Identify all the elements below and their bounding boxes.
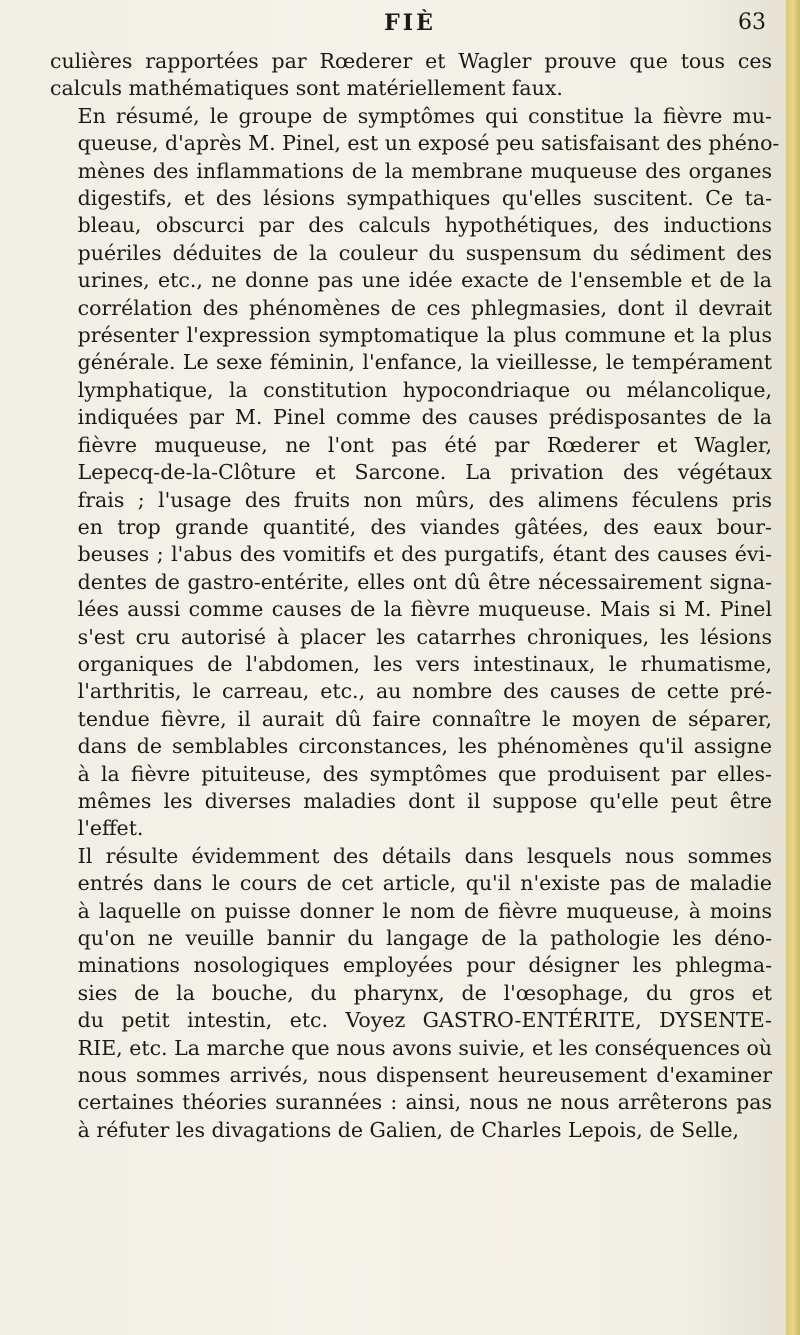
running-head: FIÈ: [384, 10, 436, 36]
paragraph: [50, 48, 772, 103]
text-line: corrélation des phénomènes de ces phlegmasies, dont il devrait: [77, 295, 772, 320]
text-line: urines, etc., ne donne pas une idée exacte de l'ensemble et de la: [77, 268, 772, 293]
text-line: certaines théories surannées : ainsi, nous ne nous arrêterons pas: [77, 1090, 772, 1115]
text-line: nous sommes arrivés, nous dispensent heureusement d'examiner: [77, 1063, 772, 1088]
text-line: digestifs, et des lésions sympathiques qu'elles suscitent. Ce ta-: [77, 186, 772, 211]
body-text: [50, 48, 780, 1144]
text-line: calculs mathématiques sont matériellement faux.: [50, 76, 563, 101]
text-line: à laquelle on puisse donner le nom de fièvre muqueuse, à moins: [77, 898, 772, 923]
text-line: dans de semblables circonstances, les phénomènes qu'il assigne: [77, 734, 772, 759]
text-line: lées aussi comme causes de la fièvre muqueuse. Mais si M. Pinel: [77, 597, 772, 622]
text-line: générale. Le sexe féminin, l'enfance, la vieillesse, le tempérament: [77, 350, 772, 375]
text-line: bleau, obscurci par des calculs hypothétiques, des inductions: [77, 213, 772, 238]
text-line: mêmes les diverses maladies dont il suppose qu'elle peut être: [77, 788, 772, 813]
text-line: entrés dans le cours de cet article, qu'il n'existe pas de maladie: [77, 871, 772, 896]
text-line: minations nosologiques employées pour désigner les phlegma-: [77, 953, 772, 978]
text-line: beuses ; l'abus des vomitifs et des purgatifs, étant des causes évi-: [77, 542, 772, 567]
page-edge-strip: [786, 0, 800, 1335]
text-line: présenter l'expression symptomatique la plus commune et la plus: [77, 323, 772, 348]
text-line: organiques de l'abdomen, les vers intestinaux, le rhumatisme,: [77, 651, 772, 676]
text-line: RIE, etc. La marche que nous avons suivie, et les conséquences où: [77, 1035, 773, 1060]
text-line: en trop grande quantité, des viandes gâtées, des eaux bour-: [77, 514, 772, 539]
text-line: l'arthritis, le carreau, etc., au nombre des causes de cette pré-: [77, 679, 772, 704]
text-line: queuse, d'après M. Pinel, est un exposé peu satisfaisant des phéno-: [77, 131, 780, 156]
text-line: du petit intestin, etc. Voyez GASTRO-ENTÉRITE, DYSENTE-: [77, 1008, 772, 1033]
text-line: En résumé, le groupe de symptômes qui constitue la fièvre mu-: [77, 103, 772, 128]
text-line: puériles déduites de la couleur du suspensum du sédiment des: [77, 240, 772, 265]
paragraph: [50, 103, 780, 843]
text-line: dentes de gastro-entérite, elles ont dû être nécessairement signa-: [77, 569, 772, 594]
text-line: fièvre muqueuse, ne l'ont pas été par Rœderer et Wagler,: [77, 432, 772, 457]
text-line: sies de la bouche, du pharynx, de l'œsophage, du gros et: [77, 980, 772, 1005]
text-line: indiquées par M. Pinel comme des causes prédisposantes de la: [77, 405, 772, 430]
page-header: [50, 10, 770, 40]
text-line: qu'on ne veuille bannir du langage de la pathologie les déno-: [77, 926, 772, 950]
text-line: s'est cru autorisé à placer les catarrhes chroniques, les lésions: [77, 624, 772, 649]
text-line: Lepecq-de-la-Clôture et Sarcone. La privation des végétaux: [77, 460, 772, 485]
text-line: mènes des inflammations de la membrane muqueuse des organes: [77, 158, 772, 183]
text-line: l'effet.: [77, 816, 144, 841]
text-line: culières rapportées par Rœderer et Wagler prouve que tous ces: [50, 49, 772, 73]
text-line: lymphatique, la constitution hypocondriaque ou mélancolique,: [77, 377, 772, 402]
text-line: tendue fièvre, il aurait dû faire connaître le moyen de séparer,: [77, 706, 772, 731]
text-line: Il résulte évidemment des détails dans lesquels nous sommes: [77, 843, 772, 868]
page-number: 63: [738, 10, 766, 35]
text-line: à la fièvre pituiteuse, des symptômes que produisent par elles-: [77, 761, 772, 786]
paragraph: [50, 843, 772, 1144]
text-line: frais ; l'usage des fruits non mûrs, des alimens féculens pris: [77, 487, 772, 512]
text-line: à réfuter les divagations de Galien, de Charles Lepois, de Selle,: [77, 1117, 740, 1142]
